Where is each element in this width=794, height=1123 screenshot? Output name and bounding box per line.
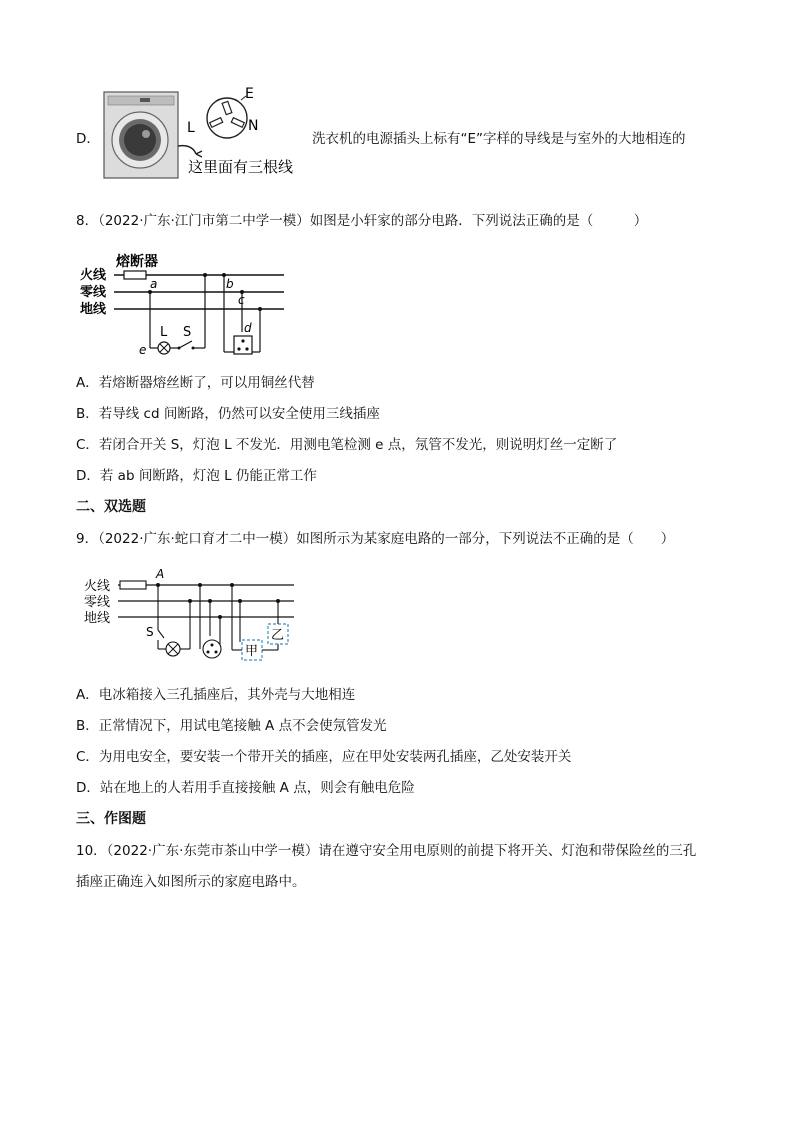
point-a-label: a <box>150 277 158 291</box>
figure-caption: 这里面有三根线 <box>188 158 294 176</box>
q9-option-d: D．站在地上的人若用手直接接触 A 点，则会有触电危险 <box>76 780 415 796</box>
ground-wire-label: 地线 <box>80 302 107 317</box>
neutral-wire-label: 零线 <box>84 595 111 610</box>
fuse-label: 熔断器 <box>116 254 158 270</box>
point-c-label: c <box>238 293 245 307</box>
q8-option-c: C．若闭合开关 S，灯泡 L 不发光．用测电笔检测 e 点，氖管不发光，则说明灯丝一定断了 <box>76 437 618 453</box>
q10-line-2: 插座正确连入如图所示的家庭电路中。 <box>76 874 306 890</box>
q9-stem: 9．（2022·广东·蛇口育才二中一模）如图所示为某家庭电路的一部分，下列说法不正确的是（ ） <box>76 531 675 547</box>
q9-option-a: A．电冰箱接入三孔插座后，其外壳与大地相连 <box>76 687 356 703</box>
plug-label-n: N <box>248 118 259 134</box>
fuse-icon <box>124 271 146 279</box>
section-double-choice: 二、双选题 <box>76 499 146 515</box>
three-hole-socket-icon <box>203 640 221 658</box>
point-a-label: A <box>156 567 165 581</box>
point-d-label: d <box>244 321 252 335</box>
live-wire-label: 火线 <box>80 268 107 283</box>
q8-circuit-diagram <box>80 250 290 362</box>
neutral-wire-label: 零线 <box>80 285 107 300</box>
q9-circuit-diagram <box>84 566 304 664</box>
box-yi-label: 乙 <box>271 628 285 643</box>
box-jia-label: 甲 <box>245 644 259 659</box>
q8-stem: 8．（2022·广东·江门市第二中学一模）如图是小轩家的部分电路．下列说法正确的是（ ） <box>76 213 648 229</box>
fuse-icon <box>120 581 146 589</box>
q8-option-d: D．若 ab 间断路，灯泡 L 仍能正常工作 <box>76 468 317 484</box>
point-b-label: b <box>226 277 234 291</box>
washing-machine-figure <box>100 84 315 180</box>
plug-label-l: L <box>187 120 195 136</box>
live-wire-label: 火线 <box>84 579 111 594</box>
q10-line-1: 10．（2022·广东·东莞市茶山中学一模）请在遵守安全用电原则的前提下将开关、灯泡和带保险丝的三孔 <box>76 843 697 859</box>
switch-label: S <box>183 325 192 340</box>
q9-option-c: C．为用电安全，要安装一个带开关的插座，应在甲处安装两孔插座，乙处安装开关 <box>76 749 572 765</box>
plug-label-e: E <box>245 86 254 102</box>
ground-wire-label: 地线 <box>84 611 111 626</box>
switch-label: S <box>146 625 154 639</box>
point-e-label: e <box>139 343 147 357</box>
lamp-label: L <box>160 325 168 340</box>
q7-option-d-label: D． <box>76 131 100 147</box>
q7-option-d-text: 洗衣机的电源插头上标有“E”字样的导线是与室外的大地相连的 <box>312 131 686 147</box>
q8-option-a: A．若熔断器熔丝断了，可以用铜丝代替 <box>76 375 315 391</box>
q8-option-b: B．若导线 cd 间断路，仍然可以安全使用三线插座 <box>76 406 380 422</box>
three-pin-socket-icon <box>234 336 252 354</box>
switch-icon <box>158 630 164 638</box>
section-drawing: 三、作图题 <box>76 811 146 827</box>
switch-icon <box>179 341 192 348</box>
q9-option-b: B．正常情况下，用试电笔接触 A 点不会使氖管发光 <box>76 718 387 734</box>
